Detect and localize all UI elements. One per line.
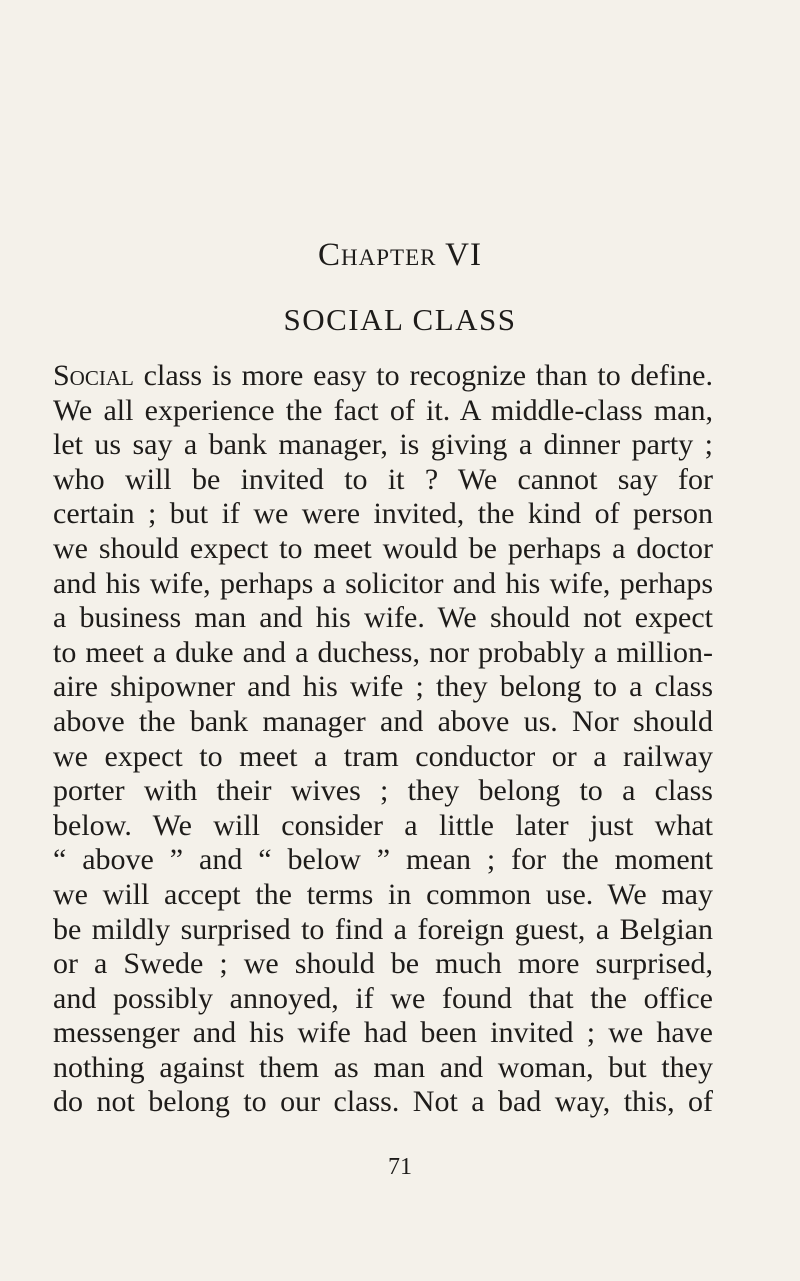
text-line: we expect to meet a tram conductor or a railway (53, 739, 713, 773)
chapter-title: SOCIAL CLASS (283, 302, 517, 337)
body-paragraph (53, 359, 713, 1120)
chapter-heading: Chapter VI (318, 237, 482, 273)
text-line: a business man and his wife. We should not expect (53, 601, 713, 635)
text-line: aire shipowner and his wife ; they belong to a class (53, 670, 713, 704)
text-line: let us say a bank manager, is giving a dinner party ; (53, 428, 713, 462)
text-line: we will accept the terms in common use. We may (53, 877, 713, 911)
text-line (53, 359, 713, 394)
text-line: certain ; but if we were invited, the kind of person (53, 497, 713, 531)
text-line: “ above ” and “ below ” mean ; for the moment (53, 843, 713, 877)
text-line: or a Swede ; we should be much more surprised, (53, 947, 713, 981)
text-line: we should expect to meet would be perhaps a doctor (53, 531, 713, 565)
text-line: messenger and his wife had been invited ; we have (53, 1016, 713, 1050)
text-line: do not belong to our class. Not a bad way, this, of (53, 1085, 713, 1119)
text-line: who will be invited to it ? We cannot say for (53, 462, 713, 496)
page-number: 71 (388, 1154, 412, 1180)
text-line-content: class is more easy to recognize than to define. (133, 359, 713, 392)
text-line: to meet a duke and a duchess, nor probably a million- (53, 635, 713, 669)
text-line: nothing against them as man and woman, but they (53, 1050, 713, 1084)
text-line: be mildly surprised to find a foreign guest, a Belgian (53, 912, 713, 946)
text-line: below. We will consider a little later just what (53, 808, 713, 842)
text-line: and possibly annoyed, if we found that the office (53, 981, 713, 1015)
text-line: above the bank manager and above us. Nor should (53, 704, 713, 738)
lead-word: Social (53, 359, 134, 392)
text-line: porter with their wives ; they belong to a class (53, 774, 713, 808)
text-line: and his wife, perhaps a solicitor and his wife, perhaps (53, 566, 713, 600)
text-line: We all experience the fact of it. A middle-class man, (53, 393, 713, 427)
